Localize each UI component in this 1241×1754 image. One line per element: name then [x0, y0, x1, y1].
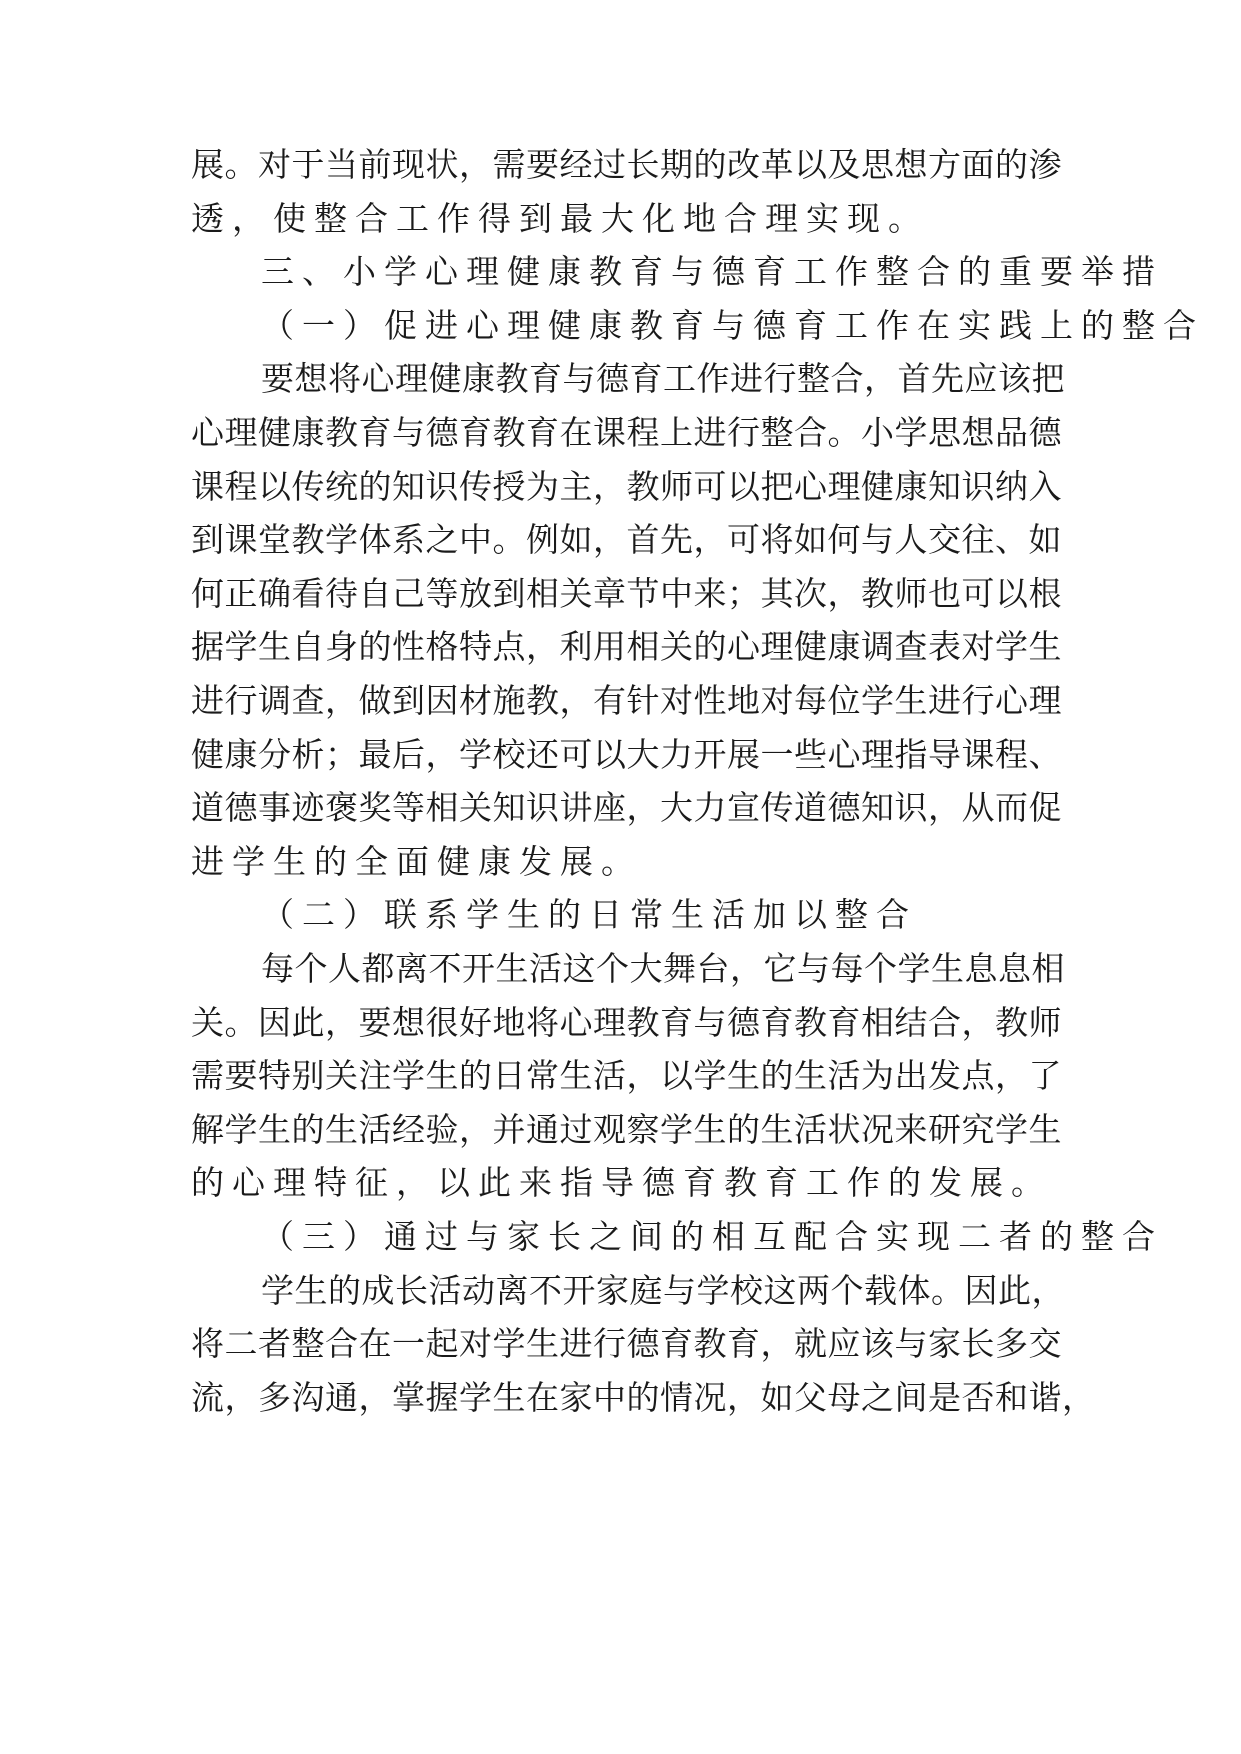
section-heading: 三、小学心理健康教育与德育工作整合的重要举措	[261, 252, 1163, 291]
text-line: 道 德 事 迹 褒 奖 等 相 关 知 识 讲 座 ， 大 力 宣 传 道 德 知 识 ， 从 而 促	[191, 788, 1062, 827]
text-line: 需 要 特 别 关 注 学 生 的 日 常 生 活 ， 以 学 生 的 生 活 为 出 发 点 ， 了	[191, 1056, 1062, 1095]
text-line: 展 。 对 于 当 前 现 状 ， 需 要 经 过 长 期 的 改 革 以 及 思 想 方 面 的 渗	[191, 145, 1062, 184]
text-line: 要 想 将 心 理 健 康 教 育 与 德 育 工 作 进 行 整 合 ， 首 先 应 该 把	[261, 359, 1065, 398]
text-line: 学 生 的 成 长 活 动 离 不 开 家 庭 与 学 校 这 两 个 载 体 。 因 此 ，	[261, 1271, 1065, 1310]
section-heading: （三）通过与家长之间的相互配合实现二者的整合	[261, 1217, 1163, 1256]
text-line: 课 程 以 传 统 的 知 识 传 授 为 主 ， 教 师 可 以 把 心 理 健 康 知 识 纳 入	[191, 467, 1062, 506]
text-line: 何 正 确 看 待 自 己 等 放 到 相 关 章 节 中 来 ； 其 次 ， 教 师 也 可 以 根	[191, 574, 1062, 613]
text-line: 流 ， 多 沟 通 ， 掌 握 学 生 在 家 中 的 情 况 ， 如 父 母 之 间 是 否 和 谐 ，	[191, 1378, 1096, 1417]
text-line: 解 学 生 的 生 活 经 验 ， 并 通 过 观 察 学 生 的 生 活 状 况 来 研 究 学 生	[191, 1110, 1062, 1149]
text-line: 进 行 调 查 ， 做 到 因 材 施 教 ， 有 针 对 性 地 对 每 位 学 生 进 行 心 理	[191, 681, 1062, 720]
section-heading: （二）联系学生的日常生活加以整合	[261, 895, 917, 934]
text-line: 每 个 人 都 离 不 开 生 活 这 个 大 舞 台 ， 它 与 每 个 学 生 息 息 相	[261, 949, 1065, 988]
text-line: 心 理 健 康 教 育 与 德 育 教 育 在 课 程 上 进 行 整 合 。 小 学 思 想 品 德	[191, 413, 1062, 452]
text-line: 健 康 分 析 ； 最 后 ， 学 校 还 可 以 大 力 开 展 一 些 心 理 指 导 课 程 、	[191, 735, 1062, 774]
text-line: 进学生的全面健康发展。	[191, 842, 642, 881]
text-line: 到 课 堂 教 学 体 系 之 中 。 例 如 ， 首 先 ， 可 将 如 何 与 人 交 往 、 如	[191, 520, 1062, 559]
text-line: 的心理特征，以此来指导德育教育工作的发展。	[191, 1163, 1052, 1202]
text-line: 透，使整合工作得到最大化地合理实现。	[191, 199, 929, 238]
text-line: 关 。 因 此 ， 要 想 很 好 地 将 心 理 教 育 与 德 育 教 育 相 结 合 ， 教 师	[191, 1003, 1062, 1042]
text-line: 将 二 者 整 合 在 一 起 对 学 生 进 行 德 育 教 育 ， 就 应 该 与 家 长 多 交	[191, 1324, 1062, 1363]
section-heading: （一）促进心理健康教育与德育工作在实践上的整合	[261, 306, 1204, 345]
text-line: 据 学 生 自 身 的 性 格 特 点 ， 利 用 相 关 的 心 理 健 康 调 查 表 对 学 生	[191, 627, 1062, 666]
